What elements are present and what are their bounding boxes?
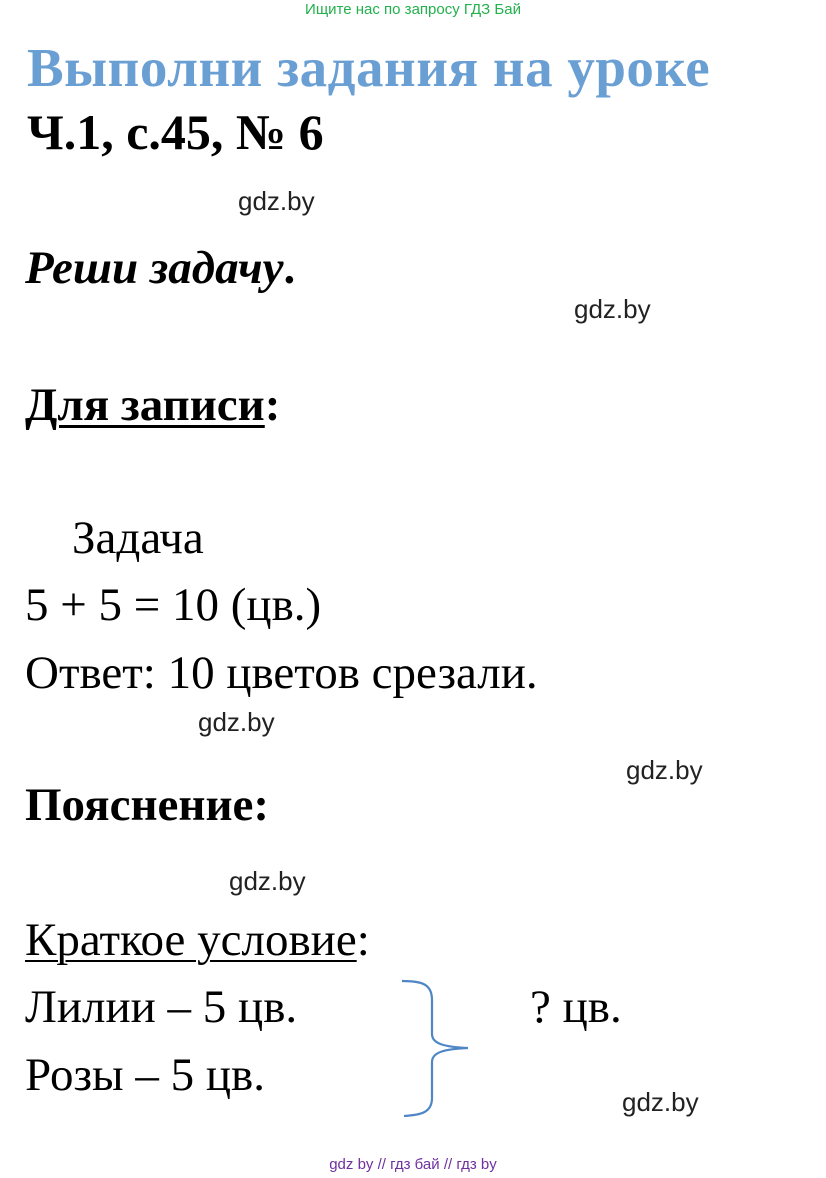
solution-answer: Ответ: 10 цветов срезали.	[25, 647, 538, 699]
explanation-heading: Пояснение:	[25, 779, 270, 831]
condition-heading-colon: :	[356, 914, 370, 966]
condition-heading-text: Краткое условие	[25, 914, 357, 966]
instruction-text: Реши задачу	[25, 242, 284, 294]
record-heading-text: Для записи	[25, 379, 265, 431]
watermark: gdz.by	[238, 186, 315, 216]
task-reference: Ч.1, с.45, № 6	[27, 104, 324, 160]
footer: gdz by // гдз бай // гдз by	[329, 1156, 497, 1173]
watermark: gdz.by	[574, 294, 651, 324]
lesson-title: Выполни задания на уроке	[27, 37, 711, 98]
brace-path	[402, 981, 468, 1116]
condition-roses: Розы – 5 цв.	[25, 1049, 265, 1101]
instruction	[25, 238, 295, 298]
condition-lilies: Лилии – 5 цв.	[25, 981, 298, 1033]
curly-brace	[400, 978, 480, 1118]
watermark: gdz.by	[622, 1087, 699, 1117]
condition-question: ? цв.	[530, 981, 622, 1033]
condition-heading	[25, 912, 370, 968]
watermark: gdz.by	[626, 755, 703, 785]
top-banner: Ищите нас по запросу ГДЗ Бай	[305, 1, 521, 18]
watermark: gdz.by	[229, 866, 306, 896]
solution-label: Задача	[72, 512, 204, 564]
solution-equation: 5 + 5 = 10 (цв.)	[25, 579, 322, 631]
record-heading	[25, 376, 280, 434]
watermark: gdz.by	[198, 707, 275, 737]
record-heading-colon: :	[264, 379, 281, 431]
instruction-dot: .	[283, 242, 296, 294]
